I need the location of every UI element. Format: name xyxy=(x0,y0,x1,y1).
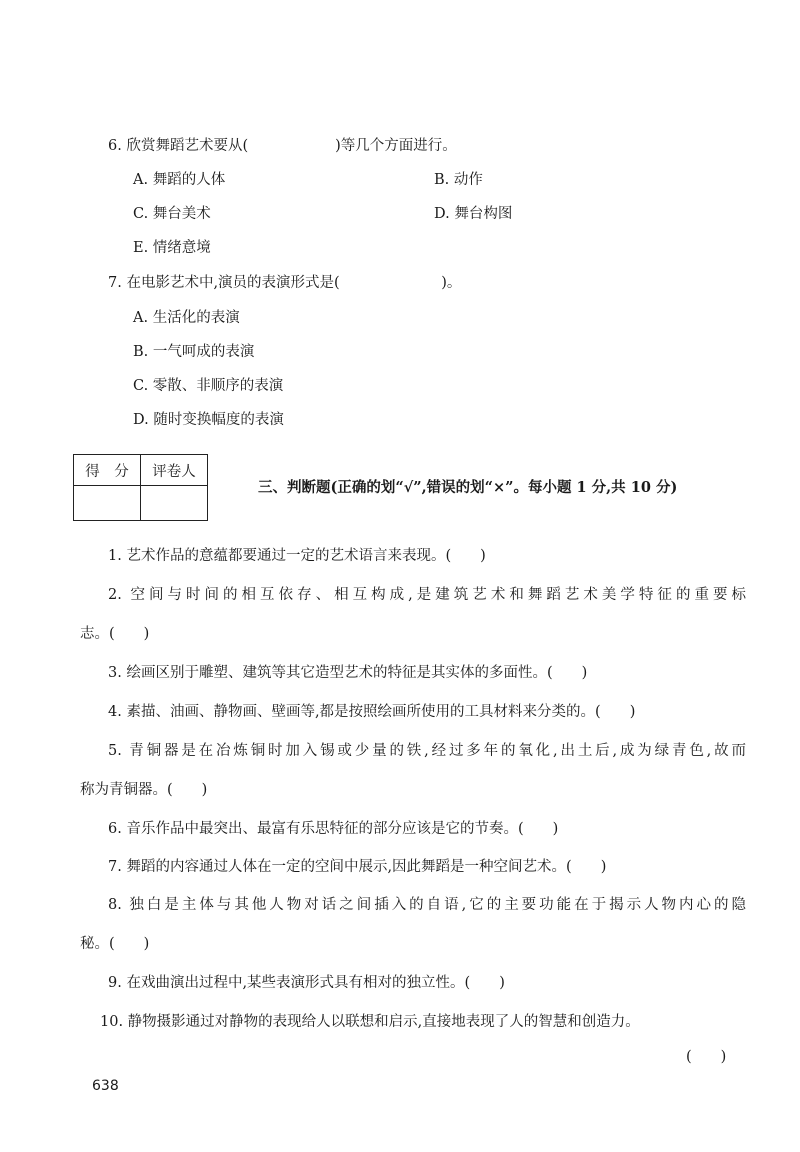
q7-option-b: B. 一气呵成的表演 xyxy=(133,344,255,360)
score-table xyxy=(73,454,208,521)
q7-option-a: A. 生活化的表演 xyxy=(133,310,240,326)
q6-option-b: B. 动作 xyxy=(434,172,483,188)
q6-option-e: E. 情绪意境 xyxy=(133,240,211,256)
section-3-title: 三、判断题(正确的划“√”,错误的划“×”。每小题 1 分,共 10 分) xyxy=(258,479,678,496)
tf-item-10-line1: 10. 静物摄影通过对静物的表现给人以联想和启示,直接地表现了人的智慧和创造力。 xyxy=(100,1014,640,1030)
q6-option-c: C. 舞台美术 xyxy=(133,206,211,222)
tf-item-2-line2: 志。( ) xyxy=(80,626,150,642)
q6-option-a: A. 舞蹈的人体 xyxy=(133,172,226,188)
tf-item-9: 9. 在戏曲演出过程中,某些表演形式具有相对的独立性。( ) xyxy=(108,975,505,991)
tf-item-8-line2: 秘。( ) xyxy=(80,936,150,952)
q6-option-d: D. 舞台构图 xyxy=(434,206,513,222)
tf-item-2-line1: 2. 空间与时间的相互依存、相互构成,是建筑艺术和舞蹈艺术美学特征的重要标 xyxy=(108,587,746,603)
tf-item-3: 3. 绘画区别于雕塑、建筑等其它造型艺术的特征是其实体的多面性。( ) xyxy=(108,665,588,681)
tf-item-1: 1. 艺术作品的意蕴都要通过一定的艺术语言来表现。( ) xyxy=(108,548,486,564)
tf-item-5-line2: 称为青铜器。( ) xyxy=(80,782,208,798)
q7-option-d: D. 随时变换幅度的表演 xyxy=(133,412,284,428)
q7-option-c: C. 零散、非顺序的表演 xyxy=(133,378,284,394)
tf-item-6: 6. 音乐作品中最突出、最富有乐思特征的部分应该是它的节奏。( ) xyxy=(108,821,559,837)
score-cell xyxy=(74,486,141,521)
page-number: 638 xyxy=(92,1078,119,1094)
q6-stem: 6. 欣赏舞蹈艺术要从( )等几个方面进行。 xyxy=(108,138,457,154)
tf-item-5-line1: 5. 青铜器是在冶炼铜时加入锡或少量的铁,经过多年的氧化,出土后,成为绿青色,故而 xyxy=(108,743,746,759)
reviewer-cell xyxy=(141,486,208,521)
q7-stem: 7. 在电影艺术中,演员的表演形式是( )。 xyxy=(108,275,462,291)
score-label: 得 分 xyxy=(74,455,141,486)
tf-item-8-line1: 8. 独白是主体与其他人物对话之间插入的自语,它的主要功能在于揭示人物内心的隐 xyxy=(108,897,746,913)
tf-item-4: 4. 素描、油画、静物画、壁画等,都是按照绘画所使用的工具材料来分类的。( ) xyxy=(108,704,636,720)
tf-item-7: 7. 舞蹈的内容通过人体在一定的空间中展示,因此舞蹈是一种空间艺术。( ) xyxy=(108,859,607,875)
tf-item-10-line2: ( ) xyxy=(686,1049,727,1065)
reviewer-label: 评卷人 xyxy=(141,455,208,486)
